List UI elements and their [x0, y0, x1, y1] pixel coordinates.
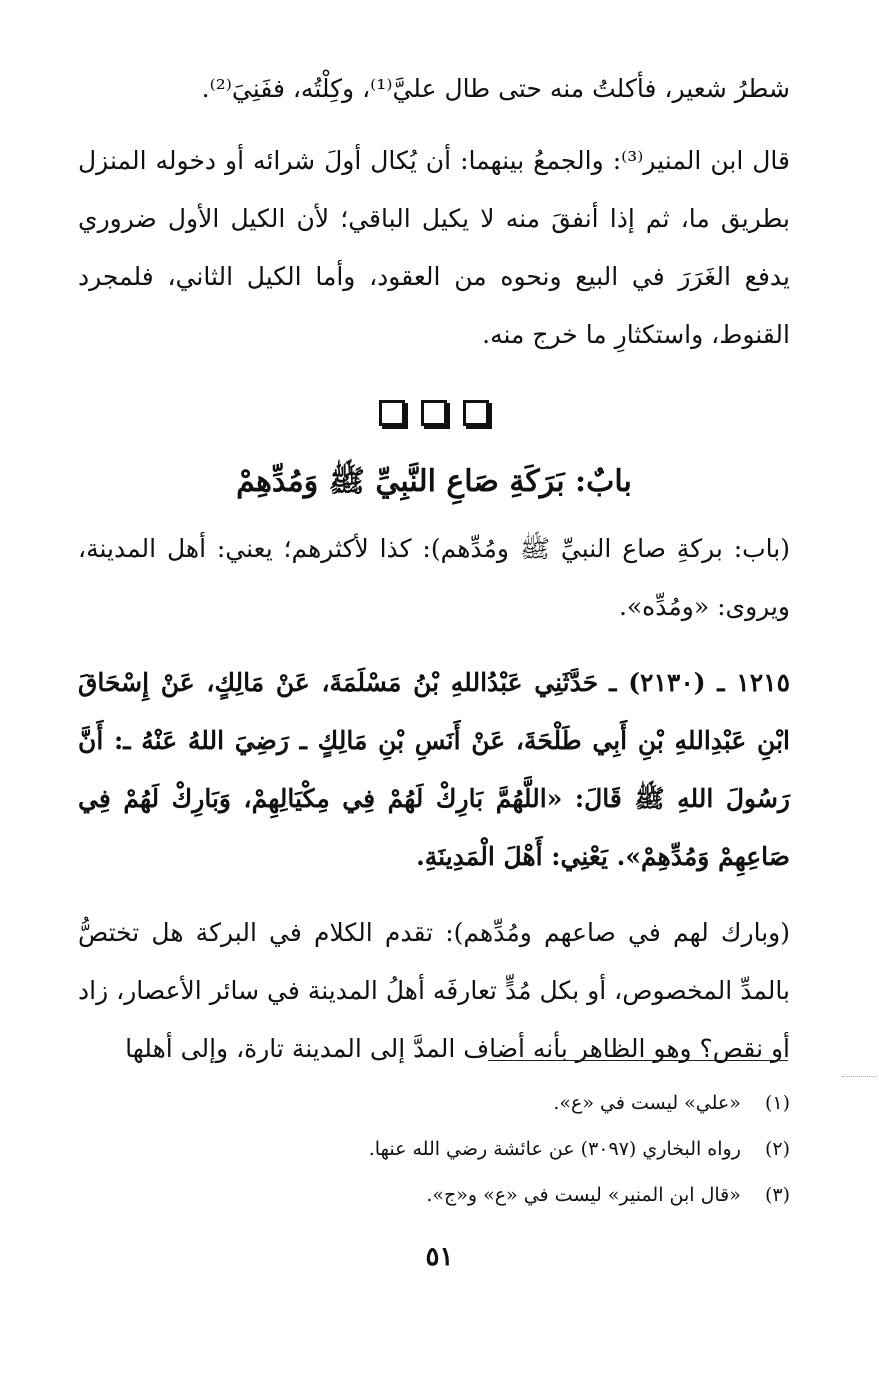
paragraph-4: (وبارك لهم في صاعهم ومُدِّهم): تقدم الكلام في البركة هل تختصُّ بالمدِّ المخصوص، أو بكل مُدٍّ تعارفَه أهلُ المدينة في سائر الأعصار، زاد أو نقص؟ وهو الظاهر بأنه أضاف المدَّ إلى المدينة تارة، وإلى أهلها: [78, 918, 790, 1063]
hadith-number: ١٢١٥ ـ (٢١٣٠) ـ: [609, 668, 791, 697]
separator-box-icon: [463, 400, 489, 426]
page-number: ٥١: [425, 1242, 454, 1272]
separator-box-icon: [421, 400, 447, 426]
footnote-number: (٢): [764, 1138, 790, 1160]
footnote-number: (٣): [764, 1184, 790, 1206]
footnotes: [78, 1080, 790, 1218]
footnote-3: [78, 1172, 790, 1218]
footnote-1: [78, 1080, 790, 1126]
footnote-divider: [488, 1060, 788, 1061]
section-separator: [78, 394, 790, 430]
paragraph-2: قال ابن المنير⁽³⁾: والجمعُ بينهما: أن يُكال أولَ شرائه أو دخوله المنزل بطريق ما، ثم إذا أنفقَ منه لا يكيل الباقي؛ لأن الكيل الأول ضروري يدفع الغَرَرَ في البيع ونحوه من العقود، وأما الكيل الثاني، فلمجرد القنوط، واستكثارِ ما خرج منه.: [78, 146, 790, 349]
paragraph-3: (باب: بركةِ صاع النبيِّ ﷺ ومُدِّهم): كذا لأكثرهم؛ يعني: أهل المدينة، ويروى: «ومُدِّه».: [78, 534, 790, 621]
footnote-number: (١): [764, 1092, 790, 1114]
page-body: [78, 60, 790, 1078]
separator-box-icon: [379, 400, 405, 426]
footnote-text: «قال ابن المنير» ليست في «ع» و«ج».: [426, 1184, 741, 1206]
paragraph-1: شطرُ شعير، فأكلتُ منه حتى طال عليَّ⁽¹⁾، وكِلْتُه، ففَنِيَ⁽²⁾.: [201, 74, 790, 103]
footnote-text: رواه البخاري (٣٠٩٧) عن عائشة رضي الله عنها.: [368, 1138, 741, 1160]
hadith-block: [78, 654, 790, 886]
footnote-text: «علي» ليست في «ع».: [553, 1092, 741, 1114]
hadith-text: حَدَّثَنِي عَبْدُاللهِ بْنُ مَسْلَمَةَ، عَنْ مَالِكٍ، عَنْ إِسْحَاقَ ابْنِ عَبْدِاللهِ بْنِ أَبِي طَلْحَةَ، عَنْ أَنَسِ بْنِ مَالِكٍ ـ رَضِيَ اللهُ عَنْهُ ـ: أَنَّ رَسُولَ اللهِ ﷺ قَالَ: «اللَّهُمَّ بَارِكْ لَهُمْ فِي مِكْيَالِهِمْ، وَبَارِكْ لَهُمْ فِي صَاعِهِمْ وَمُدِّهِمْ». يَعْنِي: أَهْلَ الْمَدِينَةِ.: [78, 668, 790, 871]
footnote-2: [78, 1126, 790, 1172]
margin-dots: [842, 1076, 876, 1077]
chapter-title: بابٌ: بَرَكَةِ صَاعِ النَّبِيِّ ﷺ وَمُدِّهِمْ: [236, 464, 632, 499]
